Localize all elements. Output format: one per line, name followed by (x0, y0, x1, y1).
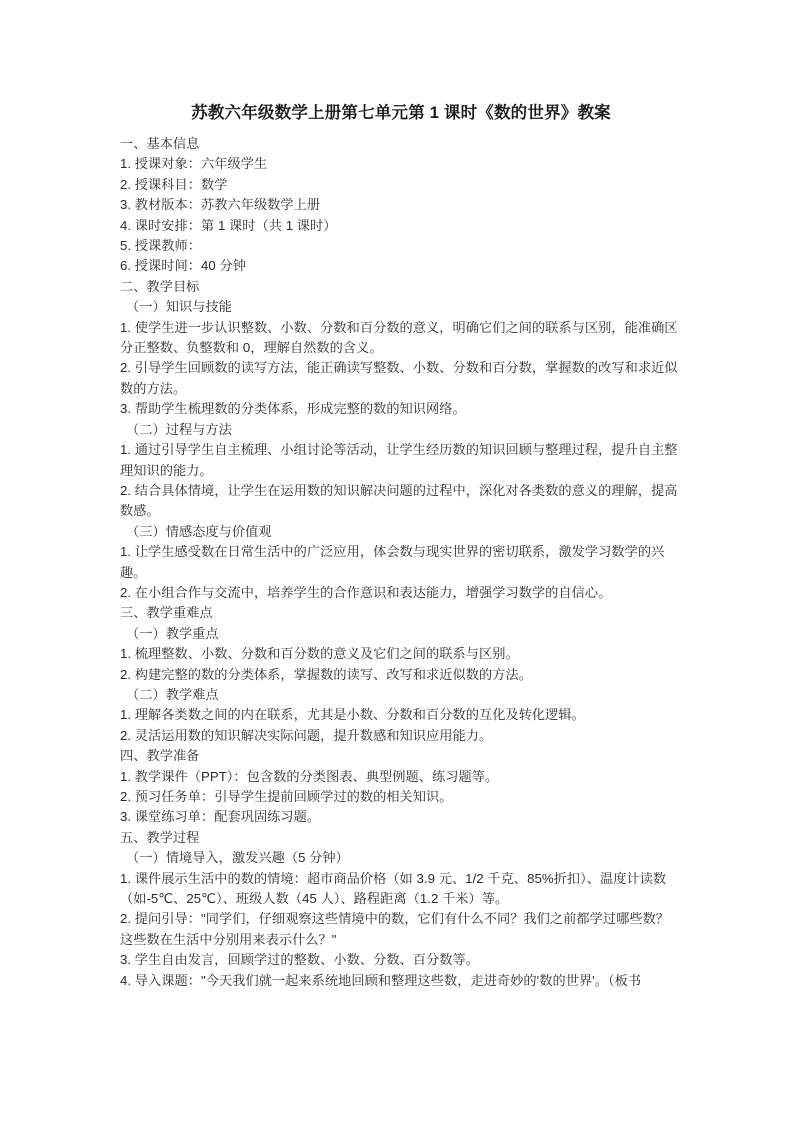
paragraph-proc-1-2: 2. 提问引导："同学们，仔细观察这些情境中的数，它们有什么不同？我们之前都学过哪些数？这些数在生活中分别用来表示什么？" (120, 911, 670, 947)
paragraph-proc-sub-1: （一）情境导入，激发兴趣（5 分钟） (126, 850, 349, 866)
paragraph-prep-2: 2. 预习任务单：引导学生提前回顾学过的数的相关知识。 (120, 789, 453, 804)
paragraph-obj-2-1: 1. 通过引导学生自主梳理、小组讨论等活动，让学生经历数的知识回顾与整理过程，提升自主整理知识的能力。 (120, 442, 678, 478)
paragraph-obj-sub-3: （三）情感态度与价值观 (126, 523, 272, 539)
paragraph-key-sub-2: （二）教学难点 (126, 686, 219, 702)
paragraph-prep-3: 3. 课堂练习单：配套巩固练习题。 (120, 809, 321, 825)
paragraph-key-2-2: 2. 灵活运用数的知识解决实际问题，提升数感和知识应用能力。 (120, 727, 493, 743)
page-title: 苏教六年级数学上册第七单元第 1 课时《数的世界》教案 (191, 104, 611, 122)
paragraph-proc-1-4: 4. 导入课题："今天我们就一起来系统地回顾和整理这些数，走进奇妙的'数的世界'。（板书 (120, 972, 642, 988)
paragraph-info-4: 4. 课时安排：第 1 课时（共 1 课时） (120, 217, 337, 233)
paragraph-h-preparation: 四、教学准备 (120, 748, 200, 764)
document-body (120, 134, 682, 991)
paragraph-info-3: 3. 教材版本：苏教六年级数学上册 (120, 197, 321, 213)
paragraph-obj-2-2: 2. 结合具体情境，让学生在运用数的知识解决问题的过程中，深化对各类数的意义的理解，提高数感。 (120, 482, 678, 519)
paragraph-proc-1-1: 1. 课件展示生活中的数的情境：超市商品价格（如 3.9 元、1/2 千克、85%折扣）、温度计读数（如-5℃、25℃）、班级人数（45 人）、路程距离（1.2 千米）等。 (120, 870, 667, 907)
paragraph-info-2: 2. 授课科目：数学 (120, 176, 228, 192)
paragraph-obj-sub-1: （一）知识与技能 (126, 299, 232, 315)
page-bottom-margin (120, 991, 682, 1081)
paragraph-info-6: 6. 授课时间：40 分钟 (120, 258, 246, 274)
paragraph-obj-sub-2: （二）过程与方法 (126, 421, 232, 437)
paragraph-key-1-2: 2. 构建完整的数的分类体系，掌握数的读写、改写和求近似数的方法。 (120, 666, 532, 682)
paragraph-obj-1-1: 1. 使学生进一步认识整数、小数、分数和百分数的意义，明确它们之间的联系与区别，能准确区分正整数、负整数和 0，理解自然数的含义。 (120, 319, 678, 356)
paragraph-obj-3-1: 1. 让学生感受数在日常生活中的广泛应用，体会数与现实世界的密切联系，激发学习数学的兴趣。 (120, 544, 665, 580)
paragraph-h-key-points: 三、教学重难点 (120, 605, 213, 621)
paragraph-obj-1-3: 3. 帮助学生梳理数的分类体系，形成完整的数的知识网络。 (120, 401, 466, 417)
paragraph-info-1: 1. 授课对象：六年级学生 (120, 156, 268, 172)
paragraph-info-5: 5. 授课教师： (120, 238, 201, 254)
paragraph-obj-3-2: 2. 在小组合作与交流中，培养学生的合作意识和表达能力，增强学习数学的自信心。 (120, 584, 612, 600)
paragraph-key-sub-1: （一）教学重点 (126, 625, 219, 641)
paragraph-prep-1: 1. 教学课件（PPT）：包含数的分类图表、典型例题、练习题等。 (120, 768, 499, 784)
paragraph-h-objectives: 二、教学目标 (120, 278, 200, 294)
paragraph-h-basic-info: 一、基本信息 (120, 136, 200, 151)
paragraph-h-process: 五、教学过程 (120, 829, 200, 845)
paragraph-key-2-1: 1. 理解各类数之间的内在联系，尤其是小数、分数和百分数的互化及转化逻辑。 (120, 707, 585, 723)
document-content (120, 98, 682, 1081)
paragraph-proc-1-3: 3. 学生自由发言，回顾学过的整数、小数、分数、百分数等。 (120, 952, 479, 968)
paragraph-key-1-1: 1. 梳理整数、小数、分数和百分数的意义及它们之间的联系与区别。 (120, 646, 519, 662)
paragraph-obj-1-2: 2. 引导学生回顾数的读写方法，能正确读写整数、小数、分数和百分数，掌握数的改写和求近似数的方法。 (120, 360, 678, 396)
